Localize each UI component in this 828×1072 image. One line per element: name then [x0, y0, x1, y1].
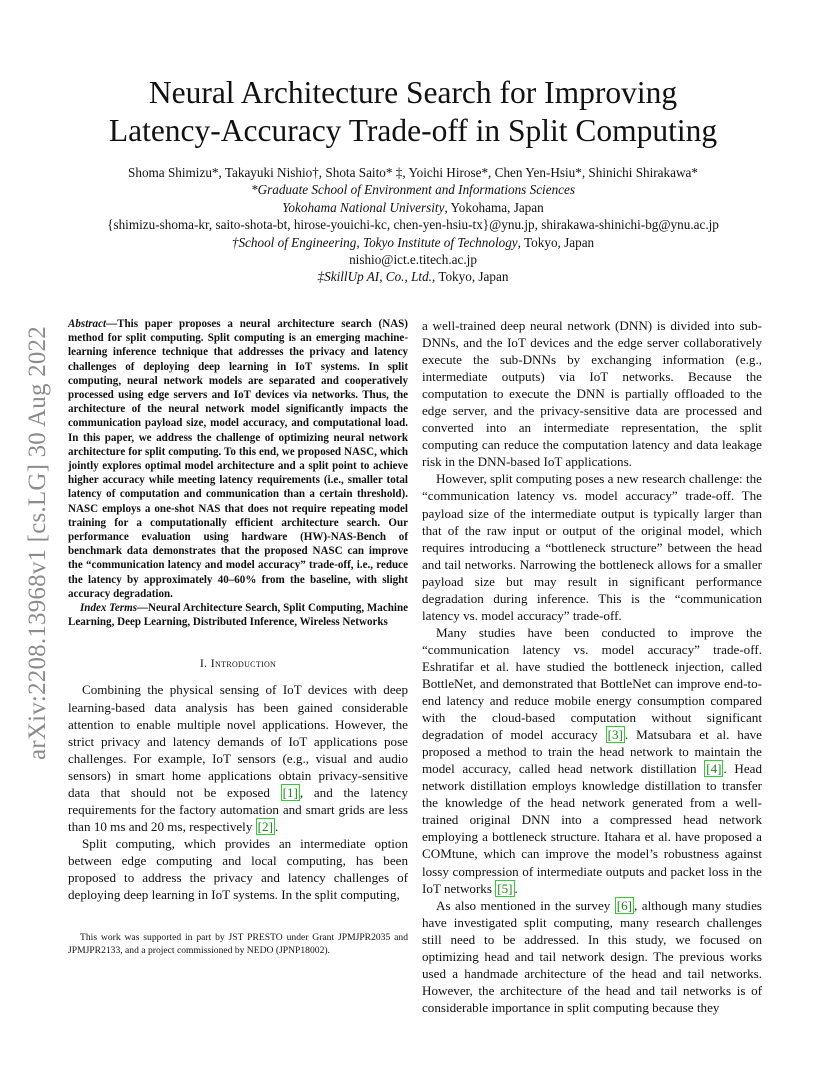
citation-link-3[interactable]: [3]	[607, 727, 623, 743]
paragraph-text: .	[274, 818, 279, 834]
abstract-text: —This paper proposes a neural architecture search (NAS) method for split computing. Split computing is an emerging machine-learning inference technique that addresses the privacy and latency challenges of deploying deep learning in IoT systems. In split computing, neural network models are separated and cooperatively processed using edge servers and IoT devices via networks. Thus, the architecture of the neural network model significantly impacts the communication payload size, model accuracy, and computational load. In this paper, we address the challenge of optimizing neural network architecture for split computing. To this end, we proposed NASC, which jointly explores optimal model architecture and a split point to achieve higher accuracy while meeting latency requirements (i.e., smaller total latency of computation and communication than a certain threshold). NASC employs a one-shot NAS that does not require repeating model training for a computationally efficient architecture search. Our performance evaluation using hardware (HW)-NAS-Bench of benchmark data demonstrates that the proposed NASC can improve the “communication latency and model accuracy” trade-off, i.e., reduce the latency by approximately 40–60% from the baseline, with slight accuracy degradation.	[68, 318, 408, 600]
author-names: Shoma Shimizu*, Takayuki Nishio†, Shota Saito* ‡, Yoichi Hirose*, Chen Yen-Hsiu*, Shinichi Shirakawa*	[128, 165, 698, 180]
affiliation-1-university-name: Yokohama National University	[282, 199, 445, 215]
index-terms-text: —Neural Architecture Search, Split Computing, Machine Learning, Deep Learning, Distributed Inference, Wireless Networks	[68, 602, 408, 629]
index-terms	[68, 601, 408, 629]
affiliation-2-name: †School of Engineering, Tokyo Institute of Technology	[231, 234, 518, 250]
index-terms-lead: Index Terms	[80, 602, 137, 615]
paragraph-text: Many studies have been conducted to improve the “communication latency vs. model accuracy” trade-off. Eshratifar et al. have studied the bottleneck injection, called BottleNet, and demonstrated that BottleNet can improve end-to-end latency and reduce mobile energy consumption compared with the cloud-based computation without significant degradation of model accuracy	[422, 624, 762, 743]
intro-paragraph-2: Split computing, which provides an intermediate option between edge computing and local computing, has been proposed to address the privacy and latency challenges of deploying deep learning in IoT systems. In the split computing,	[68, 835, 408, 903]
affiliation-2-email[interactable]: nishio@ict.e.titech.ac.jp	[349, 252, 477, 268]
right-column	[422, 317, 762, 1016]
paragraph-text: . Matsubara et al. have proposed a method to train the head network to maintain the model accuracy, called head network distillation	[422, 727, 762, 777]
citation-link-4[interactable]: [4]	[706, 761, 722, 777]
abstract	[68, 317, 408, 601]
intro-paragraph-4: However, split computing poses a new research challenge: the “communication latency vs. model accuracy” trade-off. The payload size of the intermediate output is typically larger than that of the raw input or output of the original model, which requires introducing a “bottleneck structure” between the head and tail networks. Narrowing the bottleneck allows for a smaller payload size but may result in significant performance degradation during inference. This is the “communication latency vs. model accuracy” trade-off.	[422, 471, 762, 623]
affiliation-2-place: , Tokyo, Japan	[517, 234, 595, 250]
affiliation-1: *Graduate School of Environment and Informations Sciences	[250, 182, 576, 198]
intro-paragraph-6	[422, 897, 762, 1016]
arxiv-identifier: arXiv:2208.13968v1 [cs.LG] 30 Aug 2022	[24, 326, 51, 760]
intro-paragraph-5	[422, 624, 762, 897]
intro-paragraph-1	[68, 681, 408, 834]
affiliation-1-university	[60, 199, 766, 216]
affiliation-1-place: , Yokohama, Japan	[444, 199, 544, 215]
paragraph-text: , although many studies have investigated split computing, many research challenges still need to be addressed. In this study, we focused on optimizing head and tail network design. The previous works used a handmade architecture of the head and tail networks. However, the architecture of the head and tail networks is of considerable importance in split computing because they	[422, 897, 762, 1015]
affiliation-3	[60, 268, 766, 285]
author-block	[60, 164, 766, 286]
paragraph-text: Combining the physical sensing of IoT devices with deep learning-based data analysis has been gained considerable attention to enable multiple novel applications. However, the strict privacy and latency demands of IoT applications pose challenges. For example, IoT sensors (e.g., visual and audio sensors) in smart home applications obtain privacy-sensitive data that should not be exposed	[68, 682, 408, 800]
funding-footnote: This work was supported in part by JST PRESTO under Grant JPMJPR2035 and JPMJPR2133, and a project commissioned by NEDO (JPNP18002).	[68, 932, 408, 956]
abstract-lead: Abstract	[68, 318, 107, 330]
section-heading-introduction: I. Introduction	[199, 656, 277, 671]
citation-link-5[interactable]: [5]	[497, 880, 513, 896]
affiliation-2	[60, 234, 766, 251]
citation-link-2[interactable]: [2]	[257, 818, 273, 834]
paragraph-text: . Head network distillation employs knowledge distillation to transfer the knowledge of the head network generated from a well-trained original DNN into a compressed head network employing a bottleneck structure. Itahara et al. have proposed a COMtune, which can improve the model’s robustness against lossy compression of intermediate outputs and packet loss in the IoT networks	[422, 761, 762, 896]
affiliation-3-place: , Tokyo, Japan	[431, 269, 509, 285]
citation-link-6[interactable]: [6]	[616, 897, 633, 913]
intro-paragraph-3: a well-trained deep neural network (DNN) is divided into sub-DNNs, and the IoT devices and the edge server collaboratively execute the sub-DNNs by exchanging information (e.g., intermediate outputs) via IoT networks. Because the computation to execute the DNN is partially offloaded to the edge server, and the privacy-sensitive data are processed and converted into an intermediate representation, the split computing can reduce the computation latency and data leakage risk in the DNN-based IoT applications.	[422, 318, 762, 470]
paragraph-text: As also mentioned in the survey	[436, 897, 615, 913]
paragraph-text: .	[514, 880, 518, 896]
paper-title	[60, 74, 766, 150]
title-line-2: Latency-Accuracy Trade-off in Split Computing	[108, 113, 718, 148]
title-line-1: Neural Architecture Search for Improving	[148, 75, 678, 110]
citation-link-1[interactable]: [1]	[282, 784, 298, 800]
affiliation-3-name: ‡SkillUp AI, Co., Ltd.	[317, 269, 432, 285]
paragraph-text: , and the latency requirements for the factory automation and smart grids are less than 10 ms and 20 ms, respectively	[68, 784, 408, 834]
affiliation-1-emails[interactable]: {shimizu-shoma-kr, saito-shota-bt, hirose-youichi-kc, chen-yen-hsiu-tx}@ynu.jp, shirakawa-shinichi-bg@ynu.ac.jp	[107, 217, 719, 233]
left-column	[68, 317, 408, 903]
